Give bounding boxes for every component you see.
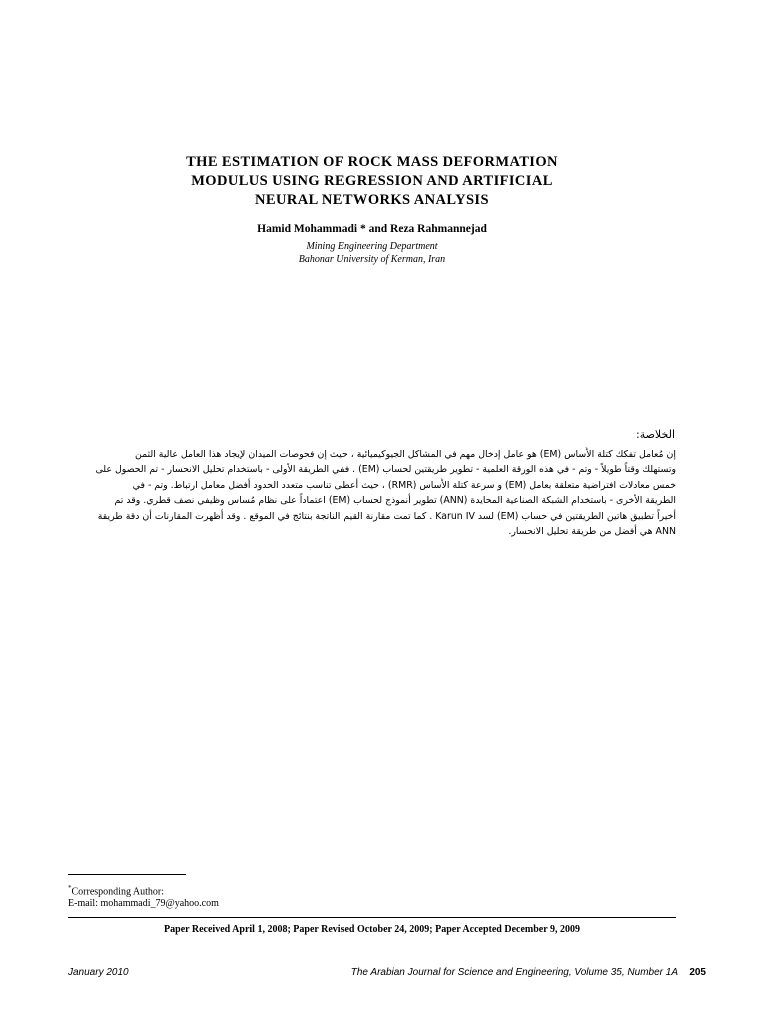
abstract-heading: الخلاصة: bbox=[635, 428, 675, 441]
affiliation-department: Mining Engineering Department bbox=[306, 241, 438, 252]
abstract-line: ANN هي أفضل من طريقة تحليل الانحسار. bbox=[508, 526, 676, 538]
title-line-3: NEURAL NETWORKS ANALYSIS bbox=[255, 192, 489, 208]
footnote-marker: * bbox=[68, 884, 72, 892]
corresponding-author-text: Corresponding Author: bbox=[71, 886, 164, 898]
author-email[interactable]: E-mail: mohammadi_79@yahoo.com bbox=[68, 898, 219, 909]
abstract-line: خمس معادلات افتراضية متعلقة بعامل (EM) و سرعة كتلة الأُساس (RMR) ، حيث أعطى تناسب متعدد الحدود أفضل معامل ارتباط. وتم - في bbox=[132, 479, 676, 491]
paper-dates: Paper Received April 1, 2008; Paper Revised October 24, 2009; Paper Accepted December 9, 2009 bbox=[164, 924, 580, 935]
abstract-line: وتستهلك وقتاً طويلاً - وتم - في هذه الورقة العلمية - تطوير طريقتين لحساب (EM) . ففي الطريقة الأولى - باستخدام تحليل الانحسار - تم الحصول على bbox=[95, 464, 676, 476]
footer-date: January 2010 bbox=[68, 967, 129, 978]
abstract-body bbox=[68, 447, 676, 539]
affiliation-university: Bahonar University of Kerman, Iran bbox=[298, 254, 446, 265]
paper-title bbox=[84, 153, 660, 210]
page-number: 205 bbox=[689, 967, 706, 978]
footnote-divider bbox=[68, 874, 186, 875]
dates-divider bbox=[68, 917, 676, 918]
title-line-2: MODULUS USING REGRESSION AND ARTIFICIAL bbox=[191, 173, 553, 189]
abstract-line: إن مُعامل تفكك كتلة الأُساس (EM) هو عامل إدخال مهم في المشاكل الجيوكيميائية ، حيث إن فحوصات الميدان لإيجاد هذا العامل عالية الثمن bbox=[134, 449, 676, 460]
title-line-1: THE ESTIMATION OF ROCK MASS DEFORMATION bbox=[186, 154, 558, 170]
abstract-line: الطريقة الأخرى - باستخدام الشبكة الصناعية المحايدة (ANN) تطوير أنموذج لحساب (EM) اعتماداً على نظام مُساس وظيفي نصف قطري. وقد تم bbox=[114, 495, 676, 507]
corresponding-author-label bbox=[68, 884, 164, 897]
authors: Hamid Mohammadi * and Reza Rahmannejad bbox=[257, 223, 487, 235]
footer-journal: The Arabian Journal for Science and Engineering, Volume 35, Number 1A bbox=[350, 967, 678, 978]
abstract-line: أخيراً تطبيق هاتين الطريقتين في حساب (EM) لسد Karun IV . كما تمت مقارنة القيم الناتجة بنتائج في الموقع . وقد أظهرت المقارنات أن دقة طريقة bbox=[97, 510, 676, 522]
